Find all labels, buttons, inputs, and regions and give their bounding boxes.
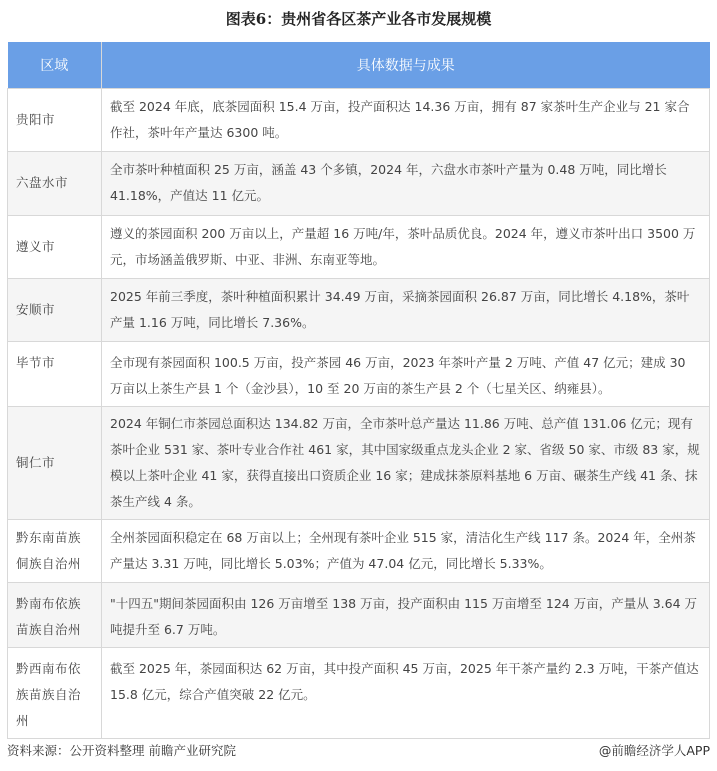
detail-cell: 2024 年铜仁市茶园总面积达 134.82 万亩，全市茶叶总产量达 11.86 万吨、总产值 131.06 亿元；现有茶叶企业 531 家、茶叶专业合作社 461 家，其中国家级重点龙头企业 2 家、省级 50 家、市级 83 家，规模以上茶叶企业 41 家，获得直接出口资质企业 16 家；建成抹茶原料基地 6 万亩、碾茶生产线 41 条、抹茶生产线 4 条。 bbox=[102, 406, 710, 519]
region-cell: 黔东南苗族侗族自治州 bbox=[8, 519, 102, 582]
table-header-row bbox=[8, 42, 710, 88]
header-detail: 具体数据与成果 bbox=[102, 42, 710, 88]
footer bbox=[7, 741, 710, 759]
table-row bbox=[8, 647, 710, 738]
detail-cell: 2025 年前三季度，茶叶种植面积累计 34.49 万亩，采摘茶园面积 26.87 万亩，同比增长 4.18%，茶叶产量 1.16 万吨，同比增长 7.36%。 bbox=[102, 278, 710, 341]
detail-cell: 全州茶园面积稳定在 68 万亩以上；全州现有茶叶企业 515 家，清洁化生产线 117 条。2024 年，全州茶产量达 3.31 万吨，同比增长 5.03%；产值为 47.04 亿元，同比增长 5.33%。 bbox=[102, 519, 710, 582]
table-row bbox=[8, 151, 710, 215]
region-cell: 六盘水市 bbox=[8, 151, 102, 215]
region-cell: 黔南布依族苗族自治州 bbox=[8, 582, 102, 647]
table-row bbox=[8, 582, 710, 647]
detail-cell: 截至 2025 年，茶园面积达 62 万亩，其中投产面积 45 万亩，2025 年干茶产量约 2.3 万吨，干茶产值达 15.8 亿元，综合产值突破 22 亿元。 bbox=[102, 647, 710, 738]
region-cell: 黔西南布依族苗族自治州 bbox=[8, 647, 102, 738]
detail-cell: 截至 2024 年底，底茶园面积 15.4 万亩，投产面积达 14.36 万亩，拥有 87 家茶叶生产企业与 21 家合作社，茶叶年产量达 6300 吨。 bbox=[102, 88, 710, 151]
region-cell: 遵义市 bbox=[8, 215, 102, 278]
data-table bbox=[7, 42, 710, 739]
detail-cell: 全市茶叶种植面积 25 万亩，涵盖 43 个多镇，2024 年，六盘水市茶叶产量为 0.48 万吨，同比增长 41.18%，产值达 11 亿元。 bbox=[102, 151, 710, 215]
credit-note: @前瞻经济学人APP bbox=[598, 743, 710, 758]
table-row bbox=[8, 278, 710, 341]
table-row bbox=[8, 341, 710, 406]
header-region: 区域 bbox=[8, 42, 102, 88]
source-note: 资料来源：公开资料整理 前瞻产业研究院 bbox=[7, 743, 236, 758]
region-cell: 贵阳市 bbox=[8, 88, 102, 151]
region-cell: 铜仁市 bbox=[8, 406, 102, 519]
table-row bbox=[8, 88, 710, 151]
region-cell: 安顺市 bbox=[8, 278, 102, 341]
chart-title: 图表6：贵州省各区茶产业各市发展规模 bbox=[225, 10, 492, 28]
table-row bbox=[8, 519, 710, 582]
table-row bbox=[8, 215, 710, 278]
table-row bbox=[8, 406, 710, 519]
region-cell: 毕节市 bbox=[8, 341, 102, 406]
detail-cell: "十四五"期间茶园面积由 126 万亩增至 138 万亩，投产面积由 115 万亩增至 124 万亩，产量从 3.64 万吨提升至 6.7 万吨。 bbox=[102, 582, 710, 647]
detail-cell: 全市现有茶园面积 100.5 万亩，投产茶园 46 万亩，2023 年茶叶产量 2 万吨、产值 47 亿元；建成 30 万亩以上茶生产县 1 个（金沙县），10 至 20 万亩的茶生产县 2 个（七星关区、纳雍县）。 bbox=[102, 341, 710, 406]
detail-cell: 遵义的茶园面积 200 万亩以上，产量超 16 万吨/年，茶叶品质优良。2024 年，遵义市茶叶出口 3500 万元，市场涵盖俄罗斯、中亚、非洲、东南亚等地。 bbox=[102, 215, 710, 278]
